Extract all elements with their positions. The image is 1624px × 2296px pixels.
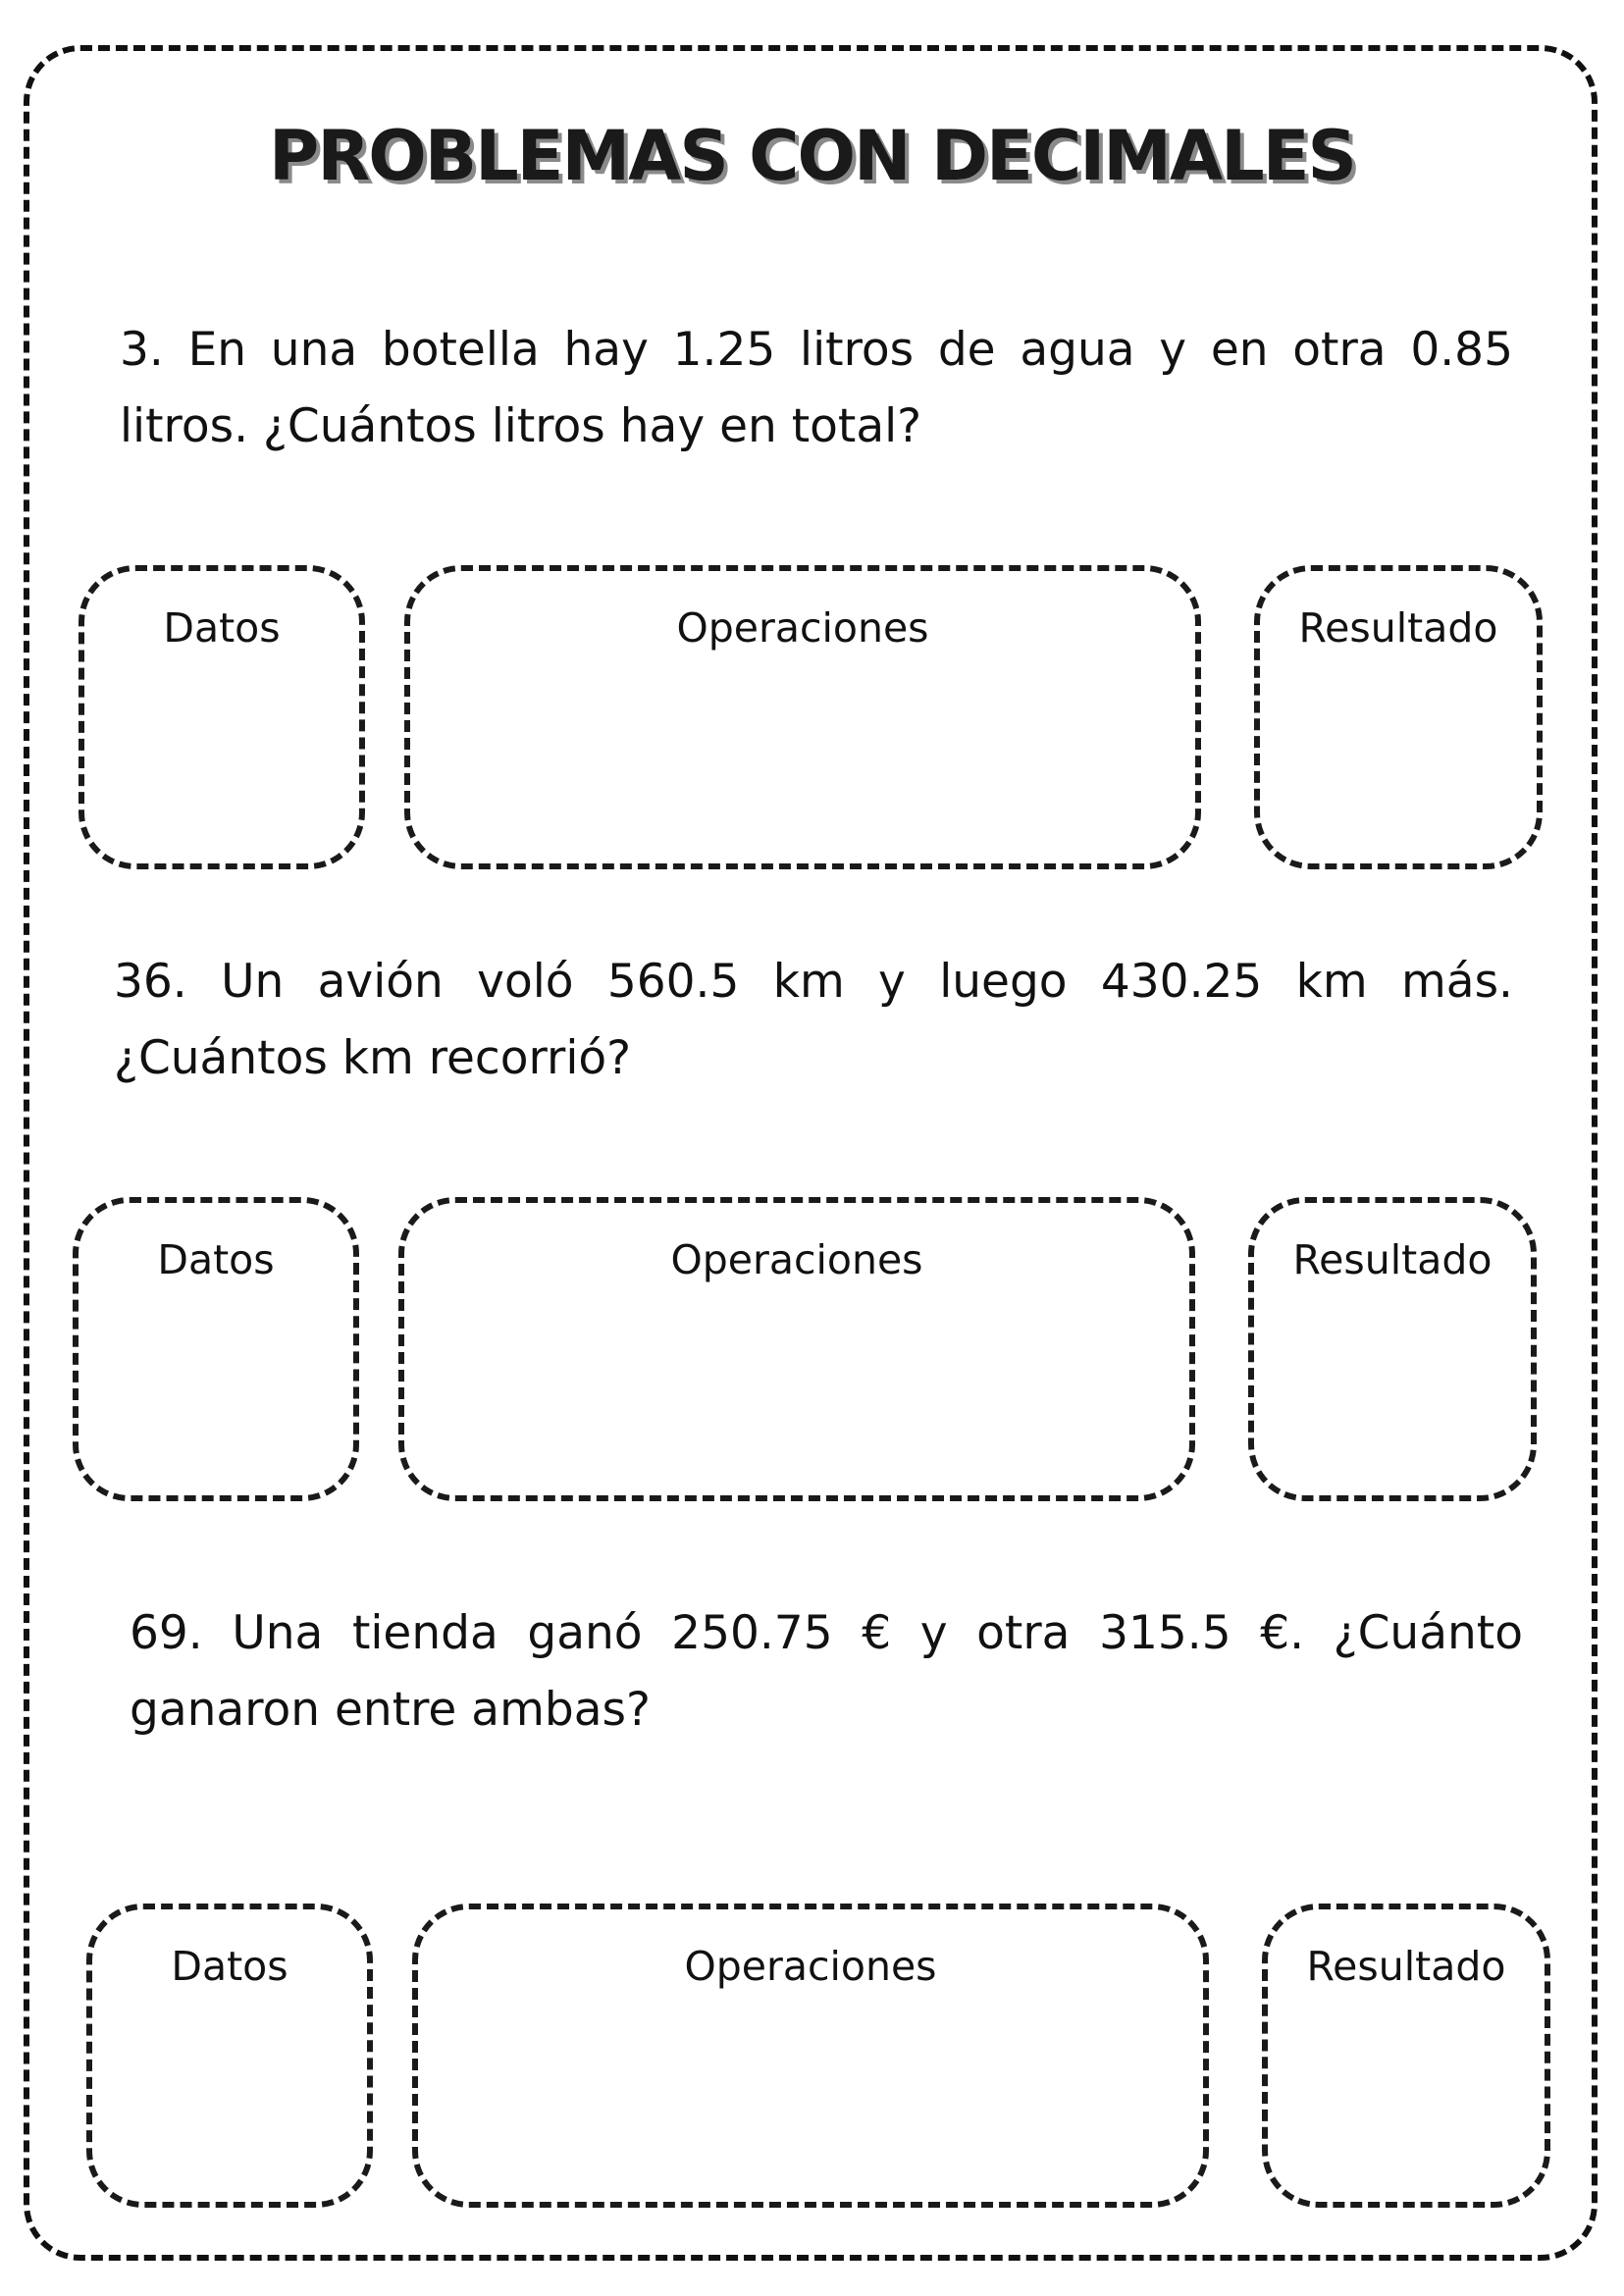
box-label: Operaciones xyxy=(670,1236,923,1283)
resultado-box[interactable] xyxy=(1248,1197,1537,1501)
box-label: Operaciones xyxy=(676,604,929,652)
operaciones-box[interactable] xyxy=(412,1904,1209,2208)
datos-box[interactable] xyxy=(73,1197,359,1501)
box-label: Resultado xyxy=(1298,604,1498,652)
box-label: Datos xyxy=(157,1236,275,1283)
worksheet-title: PROBLEMAS CON DECIMALES xyxy=(269,116,1355,196)
problem-statement: 69. Una tienda ganó 250.75 € y otra 315.5 €. ¿Cuánto ganaron entre ambas? xyxy=(130,1606,1523,1737)
operaciones-box[interactable] xyxy=(398,1197,1195,1501)
box-label: Datos xyxy=(171,1943,288,1990)
box-label: Resultado xyxy=(1306,1943,1506,1990)
box-label: Operaciones xyxy=(684,1943,937,1990)
box-label: Resultado xyxy=(1292,1236,1493,1283)
datos-box[interactable] xyxy=(79,565,365,869)
operaciones-box[interactable] xyxy=(404,565,1201,869)
resultado-box[interactable] xyxy=(1262,1904,1550,2208)
resultado-box[interactable] xyxy=(1254,565,1543,869)
problem-statement: 36. Un avión voló 560.5 km y luego 430.25 km más. ¿Cuántos km recorrió? xyxy=(114,955,1513,1085)
datos-box[interactable] xyxy=(86,1904,373,2208)
problem-statement: 3. En una botella hay 1.25 litros de agua y en otra 0.85 litros. ¿Cuántos litros hay en total? xyxy=(120,323,1513,453)
box-label: Datos xyxy=(163,604,281,652)
